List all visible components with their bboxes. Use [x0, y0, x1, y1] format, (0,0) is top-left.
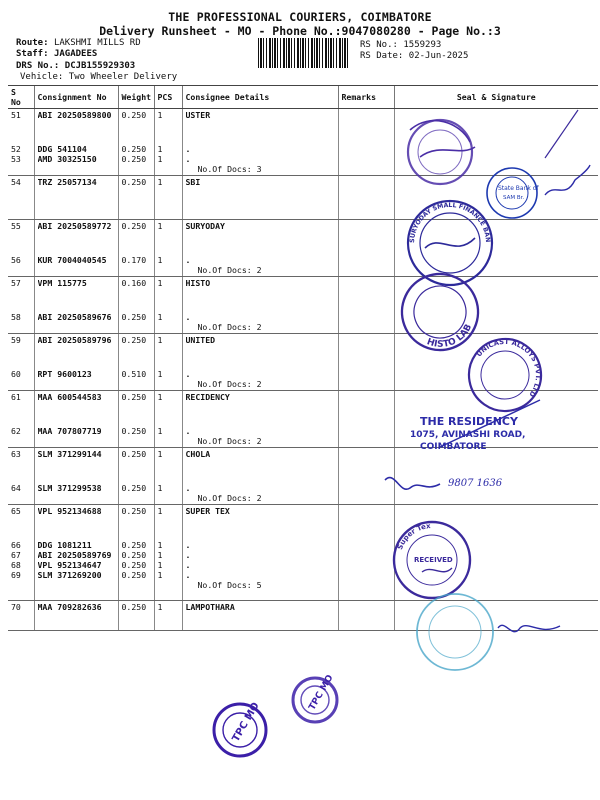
wt-value: 0.250: [121, 144, 147, 154]
pcs-value: 1: [157, 255, 163, 265]
lampothara-signature: [498, 625, 560, 631]
cn-value: VPL 952134647: [37, 560, 102, 570]
cn-value: SLM 371269200: [37, 570, 102, 580]
sno-value: 54: [11, 177, 21, 187]
sno-value: 55: [11, 221, 21, 231]
det-value: SUPER TEX: [185, 506, 230, 516]
wt-value: 0.510: [121, 369, 147, 379]
col-header-pcs: PCS: [154, 86, 182, 109]
sno-value: 53: [11, 154, 21, 164]
pcs-value: 1: [157, 449, 163, 459]
det-value: UNITED: [185, 335, 216, 345]
cn-value: ABI 20250589676: [37, 312, 112, 322]
sno-value: 57: [11, 278, 21, 288]
doc-count: No.Of Docs: 2: [197, 436, 262, 446]
drs-label: DRS No.:: [16, 61, 60, 71]
rs-date-label: RS Date:: [360, 51, 404, 61]
det-value: .: [185, 560, 191, 570]
cn-value: MAA 707807719: [37, 426, 102, 436]
supertex-ring-text: Super Tex: [395, 521, 431, 551]
sno-value: 56: [11, 255, 21, 265]
sno-value: 51: [11, 110, 21, 120]
pcs-value: 1: [157, 154, 163, 164]
route-label: Route:: [16, 38, 49, 48]
cn-value: SLM 371299144: [37, 449, 102, 459]
uster-stamp: [408, 120, 475, 184]
col-header-seal: Seal & Signature: [394, 86, 598, 109]
route-value: LAKSHMI MILLS RD: [53, 38, 141, 48]
pcs-value: 1: [157, 312, 163, 322]
sno-value: 64: [11, 483, 21, 493]
suryoday-stamp: [408, 201, 492, 285]
cn-value: SLM 371299538: [37, 483, 102, 493]
col-header-consignment: Consignment No: [34, 86, 118, 109]
wt-value: 0.160: [121, 278, 147, 288]
cn-value: VPL 952134688: [37, 506, 102, 516]
pcs-value: 1: [157, 278, 163, 288]
doc-count: No.Of Docs: 2: [197, 322, 262, 332]
sno-value: 67: [11, 550, 21, 560]
lampothara-stamp: [417, 594, 493, 670]
wt-value: 0.250: [121, 570, 147, 580]
residency-line3: COIMBATORE: [420, 442, 487, 452]
det-value: SURYODAY: [185, 221, 225, 231]
wt-value: 0.250: [121, 312, 147, 322]
pcs-value: 1: [157, 221, 163, 231]
unicast-stamp-text: UNICAST ALLOYS PVT. LTD: [474, 337, 543, 399]
doc-count: No.Of Docs: 5: [197, 580, 262, 590]
wt-value: 0.250: [121, 110, 147, 120]
rs-no-value: 1559293: [403, 40, 442, 50]
histo-stamp-text: HISTO LAB: [425, 322, 475, 350]
det-value: .: [185, 312, 191, 322]
sno-value: 65: [11, 506, 21, 516]
supertex-center-text: RECEIVED: [414, 556, 453, 564]
cn-value: MAA 709282636: [37, 602, 102, 612]
drs-value: DCJB155929303: [64, 61, 136, 71]
det-value: SBI: [185, 177, 201, 187]
wt-value: 0.250: [121, 221, 147, 231]
tpc-stamp-left: [214, 701, 266, 756]
pcs-value: 1: [157, 483, 163, 493]
svg-text:HISTO LAB: [422, 320, 478, 356]
wt-value: 0.250: [121, 392, 147, 402]
col-header-sno: S No: [8, 86, 34, 109]
sbi-stamp-branch: SAM Br.: [503, 195, 525, 201]
cn-value: VPM 115775: [37, 278, 87, 288]
cn-value: TRZ 25057134: [37, 177, 97, 187]
pcs-value: 1: [157, 570, 163, 580]
wt-value: 0.250: [121, 335, 147, 345]
staff-value: JAGADEES: [53, 49, 98, 59]
pcs-value: 1: [157, 426, 163, 436]
doc-count: No.Of Docs: 3: [197, 164, 262, 174]
sno-value: 61: [11, 392, 21, 402]
det-value: .: [185, 369, 191, 379]
sno-value: 52: [11, 144, 21, 154]
pcs-value: 1: [157, 144, 163, 154]
pcs-value: 1: [157, 335, 163, 345]
check-mark-icon: [545, 110, 578, 158]
wt-value: 0.250: [121, 483, 147, 493]
det-value: USTER: [185, 110, 211, 120]
staff-label: Staff:: [16, 49, 49, 59]
sno-value: 62: [11, 426, 21, 436]
tpc-right-text: TPC MO: [307, 673, 336, 713]
doc-count: No.Of Docs: 2: [197, 265, 262, 275]
wt-value: 0.250: [121, 540, 147, 550]
det-value: HISTO: [185, 278, 211, 288]
cn-value: ABI 20250589800: [37, 110, 112, 120]
sbi-signature: [545, 165, 590, 195]
cn-value: ABI 20250589769: [37, 550, 112, 560]
det-value: CHOLA: [185, 449, 211, 459]
chola-sign-text: 9807 1636: [448, 478, 503, 489]
cn-value: KUR 7004040545: [37, 255, 107, 265]
pcs-value: 1: [157, 550, 163, 560]
det-value: .: [185, 483, 191, 493]
cn-value: ABI 20250589796: [37, 335, 112, 345]
sno-value: 63: [11, 449, 21, 459]
sno-value: 69: [11, 570, 21, 580]
pcs-value: 1: [157, 392, 163, 402]
sbi-stamp: [487, 168, 539, 218]
det-value: .: [185, 144, 191, 154]
sbi-stamp-text: State Bank of: [498, 185, 539, 192]
sno-value: 70: [11, 602, 21, 612]
pcs-value: 1: [157, 540, 163, 550]
cn-value: RPT 9600123: [37, 369, 92, 379]
wt-value: 0.170: [121, 255, 147, 265]
svg-text:SURYODAY SMALL FINANCE BANK LT: [409, 202, 491, 245]
cn-value: DDG 541104: [37, 144, 87, 154]
col-header-consignee: Consignee Details: [182, 86, 338, 109]
det-value: .: [185, 550, 191, 560]
supertex-stamp: [394, 522, 470, 598]
det-value: .: [185, 540, 191, 550]
sno-value: 60: [11, 369, 21, 379]
wt-value: 0.250: [121, 426, 147, 436]
col-header-remarks: Remarks: [338, 86, 394, 109]
det-value: .: [185, 154, 191, 164]
det-value: .: [185, 570, 191, 580]
cn-value: DDG 1081211: [37, 540, 92, 550]
det-value: LAMPOTHARA: [185, 602, 235, 612]
col-header-weight: Weight: [118, 86, 154, 109]
cn-value: ABI 20250589772: [37, 221, 112, 231]
wt-value: 0.250: [121, 449, 147, 459]
sno-value: 66: [11, 540, 21, 550]
vehicle-label: Vehicle:: [20, 72, 64, 82]
tpc-left-text: TPC MO: [230, 700, 262, 744]
residency-line2: 1075, AVINASHI ROAD,: [410, 430, 526, 440]
runsheet-subtitle: Delivery Runsheet - MO - Phone No.:9047080280 - Page No.:3: [99, 24, 501, 38]
sno-value: 58: [11, 312, 21, 322]
det-value: .: [185, 255, 191, 265]
det-value: RECIDENCY: [185, 392, 230, 402]
cn-value: MAA 600544583: [37, 392, 102, 402]
pcs-value: 1: [157, 560, 163, 570]
cn-value: AMD 30325150: [37, 154, 97, 164]
pcs-value: 1: [157, 506, 163, 516]
doc-count: No.Of Docs: 2: [197, 493, 262, 503]
sno-value: 59: [11, 335, 21, 345]
chola-signature: [385, 478, 503, 490]
unicast-stamp: [454, 323, 557, 425]
wt-value: 0.250: [121, 506, 147, 516]
vehicle-value: Two Wheeler Delivery: [68, 72, 178, 82]
wt-value: 0.250: [121, 560, 147, 570]
wt-value: 0.250: [121, 550, 147, 560]
pcs-value: 1: [157, 369, 163, 379]
company-title: THE PROFESSIONAL COURIERS, COIMBATORE: [168, 10, 432, 24]
rs-no-label: RS No.:: [360, 40, 398, 50]
pcs-value: 1: [157, 110, 163, 120]
doc-count: No.Of Docs: 2: [197, 379, 262, 389]
pcs-value: 1: [157, 177, 163, 187]
tpc-stamp-right: [293, 673, 337, 722]
det-value: .: [185, 426, 191, 436]
sno-value: 68: [11, 560, 21, 570]
rs-date-value: 02-Jun-2025: [408, 51, 469, 61]
residency-line1: THE RESIDENCY: [420, 415, 518, 428]
wt-value: 0.250: [121, 154, 147, 164]
wt-value: 0.250: [121, 602, 147, 612]
wt-value: 0.250: [121, 177, 147, 187]
suryoday-stamp-text: SURYODAY SMALL FINANCE BANK LTD: [408, 201, 492, 245]
pcs-value: 1: [157, 602, 163, 612]
